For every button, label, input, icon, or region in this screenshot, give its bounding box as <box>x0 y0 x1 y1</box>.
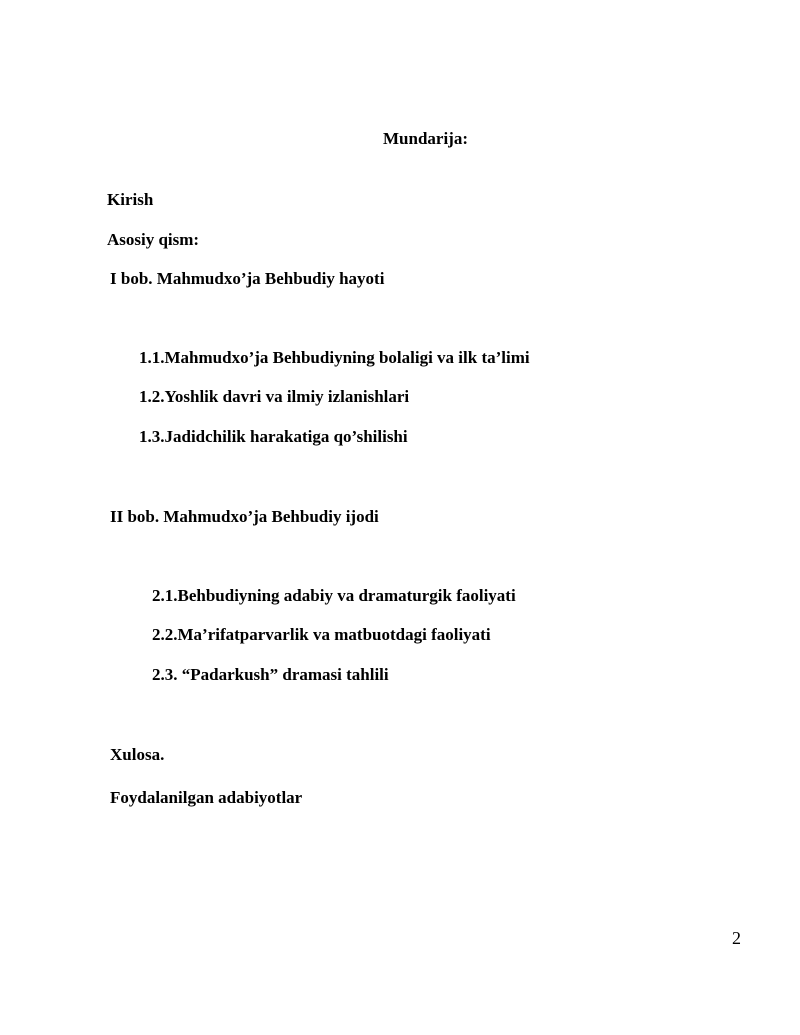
toc-section-1-3: 1.3.Jadidchilik harakatiga qo’shilishi <box>139 427 408 446</box>
toc-section-2-3: 2.3. “Padarkush” dramasi tahlili <box>152 665 389 684</box>
toc-item-references: Foydalanilgan adabiyotlar <box>110 788 303 807</box>
toc-chapter-1-heading: I bob. Mahmudxo’ja Behbudiy hayoti <box>110 269 385 288</box>
toc-item-intro: Kirish <box>107 190 154 209</box>
toc-section-2-2: 2.2.Ma’rifatparvarlik va matbuotdagi faoliyati <box>152 625 491 644</box>
toc-section-1-1: 1.1.Mahmudxo’ja Behbudiyning bolaligi va ilk ta’limi <box>139 348 530 367</box>
page-number: 2 <box>732 928 741 948</box>
toc-title: Mundarija: <box>383 129 468 148</box>
toc-chapter-2-heading: II bob. Mahmudxo’ja Behbudiy ijodi <box>110 507 379 526</box>
toc-item-conclusion: Xulosa. <box>110 745 165 764</box>
toc-section-1-2: 1.2.Yoshlik davri va ilmiy izlanishlari <box>139 387 410 406</box>
toc-section-2-1: 2.1.Behbudiyning adabiy va dramaturgik faoliyati <box>152 586 516 605</box>
toc-item-main-part: Asosiy qism: <box>107 230 200 249</box>
